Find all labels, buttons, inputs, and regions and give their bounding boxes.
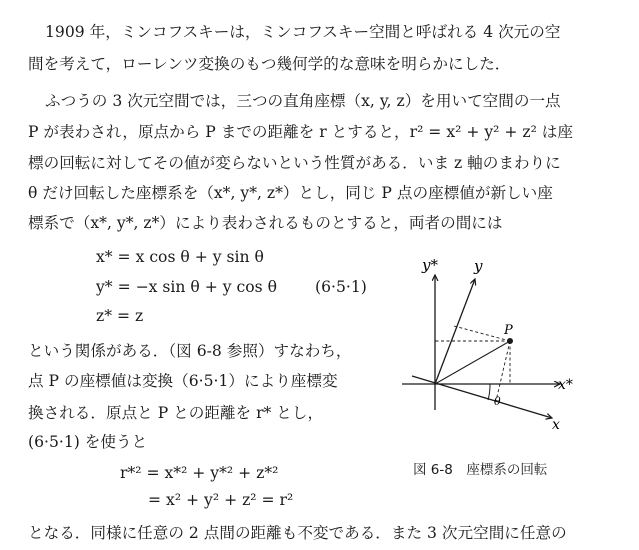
proj-x (496, 341, 510, 401)
p2-line3: 標の回転に対してその値が変らないという性質がある．いま z 軸のまわりに (28, 154, 561, 172)
text-line (28, 371, 338, 391)
p2-line4: θ だけ回転した座標系を（x*, y*, z*）とし，同じ P 点の座標値が新しい座 (28, 184, 553, 202)
proj-y (454, 326, 510, 341)
text-line (28, 122, 573, 142)
after-line4: (6·5·1) を使うと (28, 433, 148, 451)
last-line: となる．同様に任意の 2 点間の距離も不変である．また 3 次元空間に任意の (28, 524, 567, 542)
rotation-diagram (392, 255, 582, 440)
p2-line1: ふつうの 3 次元空間では，三つの直角座標（x, y, z）を用いて空間の一点 (45, 92, 561, 110)
theta-arc (488, 384, 490, 400)
p1-line2: 間を考えて，ローレンツ変換のもつ幾何学的な意味を明らかにした． (28, 55, 511, 73)
equation-rstar: r*² = x*² + y*² + z*² (120, 464, 279, 482)
text-line (45, 91, 561, 111)
text-line (28, 432, 147, 452)
text-line (28, 54, 510, 74)
equation-number: (6·5·1) (315, 278, 367, 296)
label-xstar: x* (558, 377, 573, 393)
label-y: y (474, 257, 483, 275)
p1-line1: 1909 年，ミンコフスキーは，ミンコフスキー空間と呼ばれる 4 次元の空 (45, 23, 561, 41)
after-line1: という関係がある．（図 6-8 参照）すなわち， (28, 342, 352, 360)
label-ystar: y* (422, 256, 438, 274)
label-P: P (504, 323, 513, 338)
after-line3: 換される．原点と P との距離を r* とし， (28, 404, 324, 422)
op-line (435, 341, 510, 384)
text-line (28, 183, 553, 203)
text-line (28, 523, 567, 543)
p2-line2: P が表わされ，原点から P までの距離を r とすると，r² = x² + y² + z² は座 (28, 123, 573, 141)
after-line2: 点 P の座標値は変換（6·5·1）により座標変 (28, 372, 338, 390)
p2-line5: 標系で（x*, y*, z*）により表わされるものとすると，両者の間には (28, 214, 503, 232)
text-line (28, 403, 323, 423)
y-axis (435, 279, 475, 384)
equation-zstar: z* = z (96, 307, 144, 325)
x-axis (412, 376, 552, 418)
equation-ystar: y* = −x sin θ + y cos θ (96, 278, 277, 296)
text-line (28, 153, 561, 173)
figure-caption: 図 6-8 座標系の回転 (413, 462, 548, 478)
text-line (45, 22, 560, 42)
point-P (507, 338, 513, 344)
text-line (28, 341, 352, 361)
text-line (28, 213, 502, 233)
label-x: x (552, 417, 560, 433)
equation-r: = x² + y² + z² = r² (148, 491, 294, 509)
label-theta: θ (494, 395, 501, 408)
equation-xstar: x* = x cos θ + y sin θ (96, 248, 264, 266)
